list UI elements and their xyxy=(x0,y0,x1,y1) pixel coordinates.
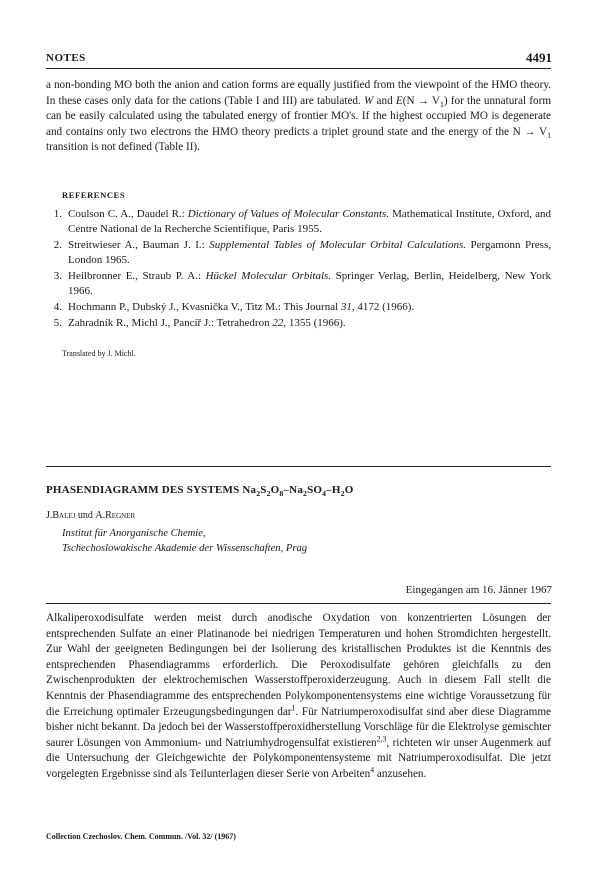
reference-item: 4. Hochmann P., Dubský J., Kvasnička V., Titz M.: This Journal 31, 4172 (1966). xyxy=(53,301,415,313)
reference-item: 1. Coulson C. A., Daudel R.: Dictionary of Values of Molecular Constants. Mathematical Institute, Oxford, and Centre National de la Recherche Scientifique, Paris 1955. xyxy=(53,208,551,235)
received-rule xyxy=(46,603,551,604)
reference-list xyxy=(36,207,551,332)
author-affiliation: Institut für Anorganische Chemie, Tschechoslowakische Akademie der Wissenschaften, Prag xyxy=(62,528,308,554)
references-heading: REFERENCES xyxy=(62,190,126,200)
article-authors: J.Balej und A.Regner xyxy=(46,510,136,521)
running-head-section: NOTES xyxy=(46,52,86,64)
received-date: Eingegangen am 16. Jänner 1967 xyxy=(405,584,552,596)
article-separator-rule xyxy=(46,466,551,467)
article-body-paragraph: Alkaliperoxodisulfate werden meist durch anodische Oxydation von konzentrierten Lösungen der entsprechenden Sulfate an einer Platinanode bei niedrigen Temperaturen und hohen Stromdichten hergestellt. Zur Wahl der geeigneten Bedingungen bei der Isolierung des kristallischen Produktes ist die Kenntnis des entsprechenden Phasendiagramms erforderlich. Die Peroxodisulfate gehören gleichfalls zu den Zwischenprodukten der elektrochemischen Wasserstoffperoxiderzeugung. Auch in diesem Fall stellt die Kenntnis der Phasendiagramme des entsprechenden Polykomponentensystems eine wichtige Voraussetzung für die Erreichung optimaler Erzeugungsbedingungen dar$^1$. Für Natriumperoxodisulfat sind aber diese Diagramme bisher nicht bekannt. Da jedoch bei der Wasserstoffperoxidherstellung Vorschläge für die Elektrolyse gemischter saurer Lösungen von Ammonium- und Natriumhydrogensulfat existieren$^{2,3}$, richteten wir unser Augenmerk auf die Untersuchung der Gleichgewichte der Polykomponentensysteme mit Natriumperoxodisulfat. Die jetzt vorgelegten Ergebnisse sind als Teilunterlagen dieser Serie von Arbeiten$^4$ anzusehen. xyxy=(46,612,552,780)
header-rule xyxy=(46,68,551,69)
article-title: PHASENDIAGRAMM DES SYSTEMS $Na_2S_2O_8-Na_2SO_4-H_2O$ xyxy=(46,484,354,499)
page-number: 4491 xyxy=(526,50,552,65)
reference-item: 3. Heilbronner E., Straub P. A.: Hückel Molecular Orbitals. Springer Verlag, Berlin, Heidelberg, New York 1966. xyxy=(53,270,551,297)
notes-continuation-paragraph: a non-bonding MO both the anion and cation forms are equally justified from the viewpoint of the HMO theory. In these cases only data for the cations (Table I and III) are tabulated. W and $E(N \to V_1)$ for the unnatural form can be easily calculated using the tabulated energy of frontier MO's. If the highest occupied MO is degenerate and contains only two electrons the HMO theory predicts a triplet ground state and the energy of the $N \to V_1$ transition is not defined (Table II). xyxy=(46,79,552,154)
reference-item: 5. Zahradník R., Michl J., Pancíř J.: Tetrahedron 22, 1355 (1966). xyxy=(53,317,346,329)
reference-item: 2. Streitwieser A., Bauman J. I.: Supplemental Tables of Molecular Orbital Calculations. Pergamonn Press, London 1965. xyxy=(53,239,551,266)
translator-credit: Translated by J. Michl. xyxy=(62,349,136,358)
journal-footer: Collection Czechoslov. Chem. Commun. /Vol. 32/ (1967) xyxy=(46,832,236,841)
